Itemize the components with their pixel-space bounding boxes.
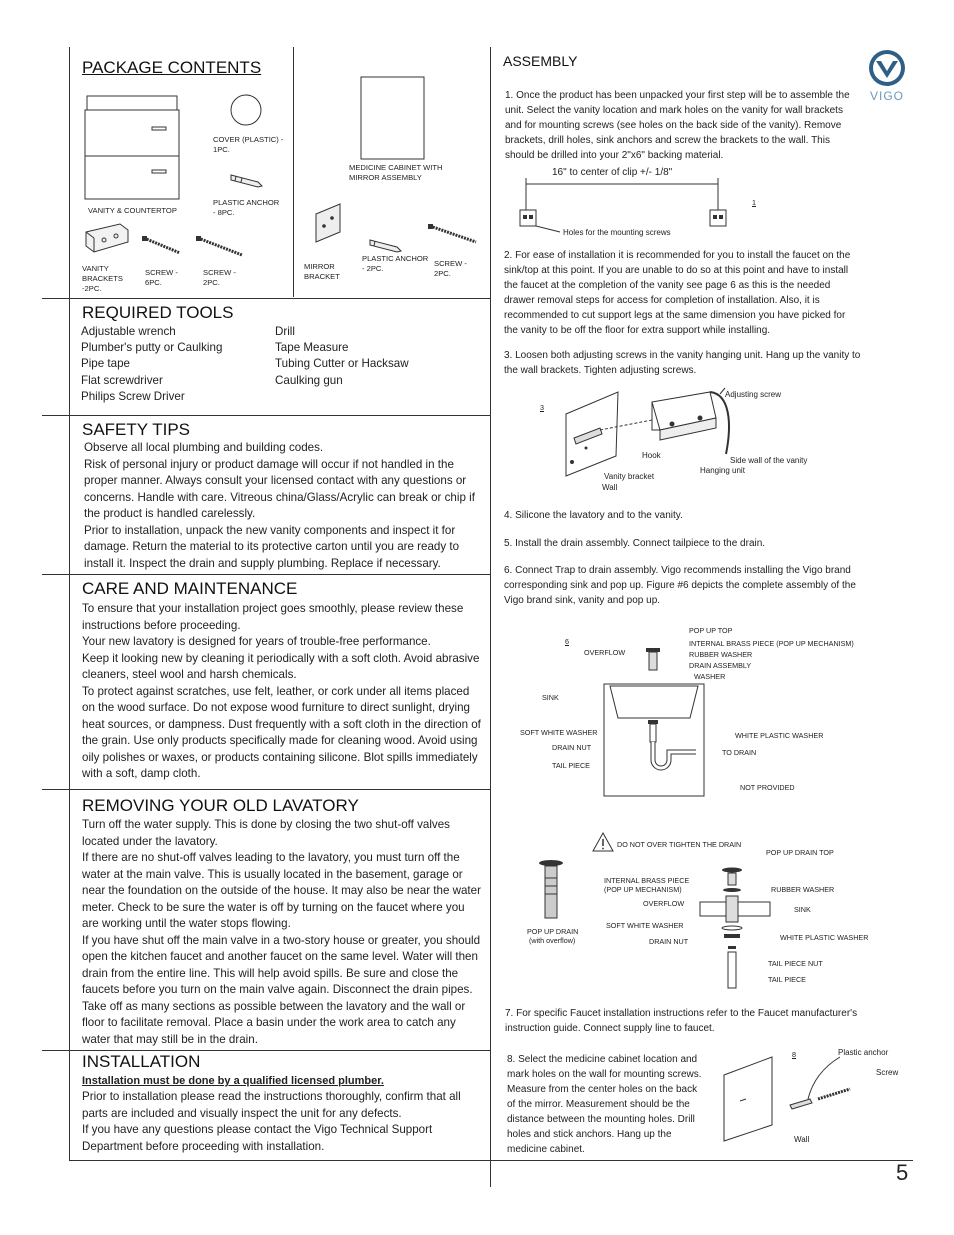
fig6b-rubber: RUBBER WASHER: [771, 885, 835, 894]
package-contents-title: PACKAGE CONTENTS: [82, 58, 262, 77]
care-text: To ensure that your installation project goes smoothly, please review these instructions before proceeding. Your new lavatory is designed for years of trouble-free performance. Keep it looking new by cleaning it periodically with a soft cloth. Avoid abrasive cleaners, steel wool and harsh chemicals. To protect against scratches, use felt, leather, or cork under all items placed on the wood surface. Do not expose wood furniture to direct sunlight, drying heat sources, or dampness. Dust frequently with a soft cloth in the direction of the grain. Use only products specifically made for cleaning wood. Avoid using oily polishes or waxes, or products containing silicone. Blot spills immediately with a soft, damp cloth.: [82, 602, 481, 780]
fig6-white: WHITE PLASTIC WASHER: [735, 731, 824, 740]
fig8-wall: Wall: [794, 1135, 810, 1144]
installation-title: INSTALLATION: [82, 1052, 201, 1071]
left-column-border: [69, 47, 70, 1160]
vanity-label: VANITY & COUNTERTOP: [88, 206, 177, 215]
column-divider: [490, 47, 491, 1187]
divider-removing: [42, 789, 490, 790]
fig6b-white: WHITE PLASTIC WASHER: [780, 933, 869, 942]
removing-title: REMOVING YOUR OLD LAVATORY: [82, 796, 359, 815]
mirror-bracket-label: MIRROR BRACKET: [304, 262, 340, 281]
plastic-anchor-drawing: [228, 167, 268, 191]
vanity-drawing: [84, 94, 184, 204]
vigo-logo: [862, 47, 912, 107]
assembly-step-6: 6. Connect Trap to drain assembly. Vigo recommends installing the Vigo brand corresponding sink and pop up. Figure #6 depicts the complete assembly of the Vigo brand sink, vanity and pop up.: [504, 565, 856, 606]
fig6b-popup-top: POP UP DRAIN TOP: [766, 848, 834, 857]
fig3-hook-label: Hook: [642, 451, 661, 460]
fig6-soft: SOFT WHITE WASHER: [520, 728, 598, 737]
figure-8-drawing: [720, 1055, 870, 1145]
fig3-number: 3: [540, 403, 544, 412]
installation-text: Prior to installation please read the instructions thoroughly, confirm that all parts are included and visually inspect the unit for any defects. If you have any questions please contact the Vigo Technical Support Department before proceeding with installation.: [82, 1090, 461, 1153]
tool-item: Tubing Cutter or Hacksaw: [275, 357, 409, 370]
fig6-drain-asm: DRAIN ASSEMBLY: [689, 661, 752, 670]
screw-label-1: SCREW - 6PC.: [145, 268, 178, 287]
cover-drawing: [229, 93, 263, 127]
screw-drawing-1: [142, 236, 184, 256]
divider-installation: [42, 1050, 490, 1051]
cabinet-label: MEDICINE CABINET WITH MIRROR ASSEMBLY: [349, 163, 443, 182]
figure-3-drawing: [560, 384, 750, 494]
tool-item: Tape Measure: [275, 341, 349, 354]
safety-text: Observe all local plumbing and building codes. Risk of personal injury or product damage will occur if not handled in the proper manner. Always consult your licensed contact with any questions or concerns. Handle with care. Vitreous china/Glass/Acrylic can break or chip if the product is handled carelessly. Prior to installation, unpack the new vanity components and inspect it for damage. Return the material to its protective carton until you are ready to install it. Inspect the drain and supply plumbing. Replace if necessary.: [84, 441, 475, 570]
tool-item: Caulking gun: [275, 374, 343, 387]
vigo-logo-icon: [862, 47, 912, 92]
fig6-rubber: RUBBER WASHER: [689, 650, 753, 659]
required-tools-title: REQUIRED TOOLS: [82, 303, 234, 322]
fig6b-with-overflow: (with overflow): [529, 936, 576, 945]
anchor-label-2: PLASTIC ANCHOR - 2PC.: [362, 254, 429, 273]
fig6-drain-nut: DRAIN NUT: [552, 743, 592, 752]
fig8-number: 8: [792, 1050, 796, 1059]
divider-bottom: [69, 1160, 913, 1161]
assembly-step-4: 4. Silicone the lavatory and to the vanity.: [504, 510, 683, 521]
fig6-number: 6: [565, 637, 569, 646]
divider-tools: [42, 298, 490, 299]
exploded-drain-drawing: [690, 862, 780, 992]
screw-label-3: SCREW - 2PC.: [434, 259, 467, 278]
fig6b-tail-nut: TAIL PIECE NUT: [768, 959, 823, 968]
fig6-washer: WASHER: [694, 672, 726, 681]
fig6-sink: SINK: [542, 693, 559, 702]
fig3-hanging-label: Hanging unit: [700, 466, 745, 475]
popup-drain-drawing: [536, 858, 566, 928]
removing-text: Turn off the water supply. This is done by closing the two shut-off valves located under the lavatory. If there are no shut-off valves leading to the lavatory, you must turn off the water at the main valve. This is usually located in the basement, garage or near the foundation on the outside of the house. It may also be near the water meter. Check to be sure the water is off by turning on the faucet where you are working until the water stops flowing. If you have shut off the main valve in a two-story house or greater, you should open the kitchen faucet and another faucet on the same level. Water will then drain from the entire line. This will help avoid spills. Be sure and close the faucets before you turn on the main valve again. Disconnect the drain pipes. Take off as many sections as possible between the lavatory and the wall or floor to facilitate removal. Place a basin under the work area to catch any water that may still be in the drain.: [82, 818, 481, 1046]
package-divider: [293, 47, 294, 297]
brackets-label: VANITY BRACKETS -2PC.: [82, 264, 123, 293]
fig6b-internal: INTERNAL BRASS PIECE (POP UP MECHANISM): [604, 876, 690, 894]
assembly-step-8: 8. Select the medicine cabinet location and mark holes on the wall for mounting screws. Measure from the center holes on the back of the mirror. Measurement should be the distance between the mounting holes. Drill holes and stick anchors. Hang up the medicine cabinet.: [507, 1054, 702, 1155]
fig6-not-provided: NOT PROVIDED: [740, 783, 795, 792]
fig6-to-drain: TO DRAIN: [722, 748, 757, 757]
vanity-bracket-drawing: [82, 222, 132, 258]
fig3-adjusting-label: Adjusting screw: [725, 390, 782, 399]
assembly-step-2: 2. For ease of installation it is recommended for you to install the faucet on the sink/top at this point. If you are unable to do so at this point and have to install the faucet at the completion of the vanity see page 6 as this is the needed drawer removal steps for access for completion of installation. Also, it is recommended to cut support legs at the same dimension you have picked for the vanity to be off the floor for extra support while installing.: [504, 250, 851, 336]
fig1-dimension: 16" to center of clip +/- 1/8": [552, 167, 673, 178]
fig3-side-label: Side wall of the vanity: [730, 456, 808, 465]
fig3-vanity-bracket-label: Vanity bracket: [604, 472, 655, 481]
fig6b-tail: TAIL PIECE: [768, 975, 806, 984]
fig8-anchor: Plastic anchor: [838, 1048, 889, 1057]
screw-label-2: SCREW - 2PC.: [203, 268, 236, 287]
fig3-wall-label: Wall: [602, 483, 618, 492]
assembly-step-3: 3. Loosen both adjusting screws in the vanity hanging unit. Hang up the vanity to the wall brackets. Tighten adjusting screws.: [504, 350, 861, 376]
tool-item: Plumber's putty or Caulking: [81, 341, 223, 354]
fig6-internal: INTERNAL BRASS PIECE (POP UP MECHANISM): [689, 639, 854, 648]
tool-item: Adjustable wrench: [81, 325, 176, 338]
tool-item: Flat screwdriver: [81, 374, 163, 387]
warning-triangle-icon: [592, 832, 614, 852]
assembly-step-1: 1. Once the product has been unpacked your first step will be to assemble the unit. Select the vanity location and mark holes on the vanity for wall brackets and for mounting screws (see holes on the back side of the vanity). Remove brackets, drill holes, sink anchors and screw the brackets to the wall. This should be drilled into your 2"x6" backing material.: [505, 90, 850, 161]
assembly-step-7: 7. For specific Faucet installation instructions refer to the Faucet manufacturer's instruction guide. Connect supply line to faucet.: [505, 1008, 858, 1034]
fig6b-drain-nut: DRAIN NUT: [649, 937, 689, 946]
medicine-cabinet-drawing: [360, 76, 426, 162]
figure-6-drawing: [604, 648, 724, 798]
divider-safety: [42, 415, 490, 416]
fig6b-warning: DO NOT OVER TIGHTEN THE DRAIN: [617, 840, 742, 849]
care-title: CARE AND MAINTENANCE: [82, 579, 298, 598]
cover-label: COVER (PLASTIC) - 1PC.: [213, 135, 284, 154]
screw-drawing-3: [428, 224, 480, 246]
anchor-label-1: PLASTIC ANCHOR - 8PC.: [213, 198, 280, 217]
fig6b-sink: SINK: [794, 905, 811, 914]
divider-care: [42, 574, 490, 575]
logo-text: VIGO: [869, 89, 904, 103]
fig8-screw: Screw: [876, 1068, 899, 1077]
tool-item: Drill: [275, 325, 295, 338]
fig6b-popup-drain: POP UP DRAIN: [527, 927, 579, 936]
fig6-popup-top: POP UP TOP: [689, 626, 733, 635]
installation-warning: Installation must be done by a qualified licensed plumber.: [82, 1075, 384, 1087]
page-number: 5: [896, 1160, 909, 1185]
plastic-anchor-drawing-2: [367, 232, 407, 256]
fig6b-overflow: OVERFLOW: [643, 899, 685, 908]
fig1-number: 1: [752, 198, 756, 207]
assembly-title: ASSEMBLY: [503, 53, 578, 69]
tool-item: Philips Screw Driver: [81, 390, 185, 403]
safety-title: SAFETY TIPS: [82, 420, 191, 439]
tool-item: Pipe tape: [81, 357, 130, 370]
fig6-tail: TAIL PIECE: [552, 761, 590, 770]
fig6b-soft: SOFT WHITE WASHER: [606, 921, 684, 930]
mirror-bracket-drawing: [312, 202, 346, 246]
figure-1-drawing: [518, 172, 748, 232]
assembly-step-5: 5. Install the drain assembly. Connect tailpiece to the drain.: [504, 538, 766, 549]
fig6-overflow: OVERFLOW: [584, 648, 626, 657]
screw-drawing-2: [196, 236, 246, 258]
fig1-holes-label: Holes for the mounting screws: [563, 228, 671, 237]
